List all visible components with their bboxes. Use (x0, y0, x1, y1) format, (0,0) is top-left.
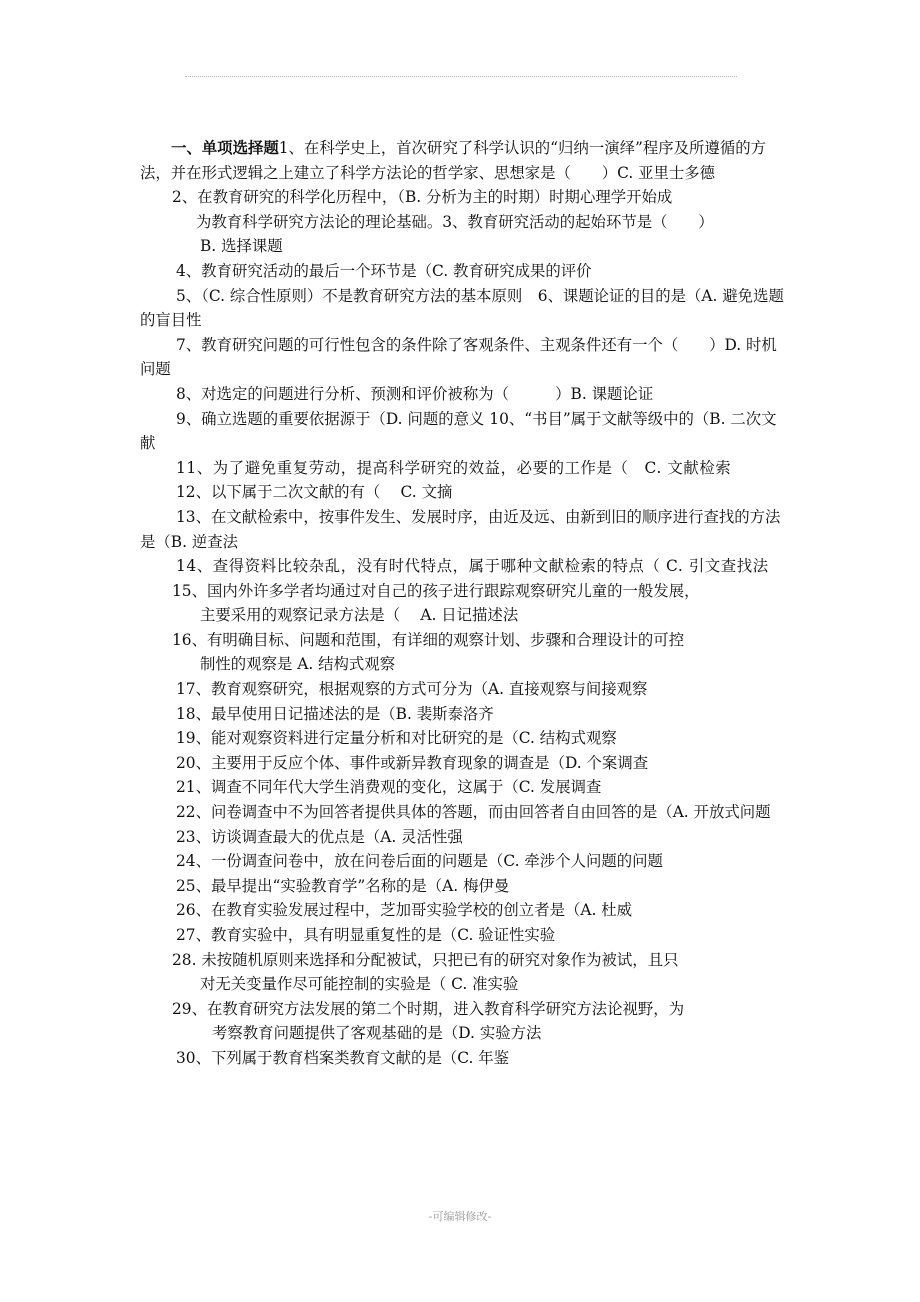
question-1 (140, 136, 785, 185)
question-5: 5、（C. 综合性原则）不是教育研究方法的基本原则 6、课题论证的目的是（A. 避免选题的盲目性 (140, 286, 784, 330)
question-29-line-1: 29、在教育研究方法发展的第二个时期，进入教育科学研究方法论视野，为 (172, 999, 685, 1018)
question-2-line-1: 2、在教育研究的科学化历程中，（B. 分析为主的时期）时期心理学开始成 (172, 188, 673, 207)
question-28-line-1: 28. 未按随机原则来选择和分配被试，只把已有的研究对象作为被试，且只 (172, 950, 679, 969)
question-21: 21、调查不同年代大学生消费观的变化，这属于（C. 发展调查 (176, 778, 602, 797)
question-9: 9、确立选题的重要依据源于（D. 问题的意义 10、“书目”属于文献等级中的（B. 二次文献 (140, 409, 777, 453)
question-27: 27、教育实验中，具有明显重复性的是（C. 验证性实验 (176, 926, 556, 944)
question-28-line-2: 对无关变量作尽可能控制的实验是（ C. 准实验 (200, 975, 519, 994)
question-29 (140, 997, 785, 1046)
question-7: 7、教育研究问题的可行性包含的条件除了客观条件、主观条件还有一个（ ）D. 时机问题 (140, 335, 777, 379)
question-30: 30、下列属于教育档案类教育文献的是（C. 年鉴 (176, 1048, 510, 1067)
question-11: 11、为了避免重复劳动，提高科学研究的效益，必要的工作是（ C. 文献检索 (176, 458, 732, 477)
question-2-line-2: 为教育科学研究方法论的理论基础。3、教育研究活动的起始环节是（ ） (196, 212, 714, 231)
question-19: 19、能对观察资料进行定量分析和对比研究的是（C. 结构式观察 (176, 729, 617, 748)
question-22: 22、问卷调查中不为回答者提供具体的答题，而由回答者自由回答的是（A. 开放式问题 (176, 803, 771, 822)
question-15-line-2: 主要采用的观察记录方法是（ A. 日记描述法 (200, 606, 519, 625)
question-20: 20、主要用于反应个体、事件或新异教育现象的调查是（D. 个案调查 (176, 753, 649, 772)
question-15-line-1: 15、国内外许多学者均通过对自己的孩子进行跟踪观察研究儿童的一般发展， (172, 581, 700, 600)
question-2 (140, 185, 785, 259)
document-body (140, 136, 785, 1071)
question-2-line-3: B. 选择课题 (200, 237, 283, 256)
question-16-line-2: 制性的观察是 A. 结构式观察 (200, 655, 396, 674)
header-rule (185, 76, 737, 77)
question-16-line-1: 16、有明确目标、问题和范围，有详细的观察计划、步骤和合理设计的可控 (172, 630, 685, 649)
question-25: 25、最早提出“实验教育学”名称的是（A. 梅伊曼 (176, 876, 510, 895)
question-18: 18、最早使用日记描述法的是（B. 裴斯泰洛齐 (176, 704, 494, 723)
question-26: 26、在教育实验发展过程中，芝加哥实验学校的创立者是（A. 杜威 (176, 901, 633, 920)
question-14: 14、查得资料比较杂乱，没有时代特点，属于哪种文献检索的特点（ C. 引文查找法 (176, 557, 769, 576)
question-12: 12、以下属于二次文献的有（ C. 文摘 (176, 483, 453, 502)
question-17: 17、教育观察研究，根据观察的方式可分为（A. 直接观察与间接观察 (176, 680, 648, 699)
question-4: 4、教育研究活动的最后一个环节是（C. 教育研究成果的评价 (176, 261, 592, 280)
question-15 (140, 579, 785, 628)
question-24: 24、一份调查问卷中，放在问卷后面的问题是（C. 牵涉个人问题的问题 (176, 852, 663, 871)
section-heading: 一、单项选择题 (171, 139, 279, 157)
question-16 (140, 628, 785, 677)
question-1-text: 1、在科学史上，首次研究了科学认识的“归纳一演绎”程序及所遵循的方法，并在形式逻辑之上建立了科学方法论的哲学家、思想家是（ ）C. 亚里士多德 (140, 139, 766, 182)
question-28 (140, 948, 785, 997)
question-23: 23、访谈调查最大的优点是（A. 灵活性强 (176, 827, 463, 846)
question-8: 8、对选定的问题进行分析、预测和评价被称为（ ）B. 课题论证 (176, 384, 654, 403)
page-footer: -可编辑修改- (428, 1210, 492, 1223)
question-29-line-2: 考察教育问题提供了客观基础的是（D. 实验方法 (212, 1024, 542, 1043)
question-13: 13、在文献检索中，按事件发生、发展时序，由近及远、由新到旧的顺序进行查找的方法是（B. 逆查法 (140, 507, 781, 551)
